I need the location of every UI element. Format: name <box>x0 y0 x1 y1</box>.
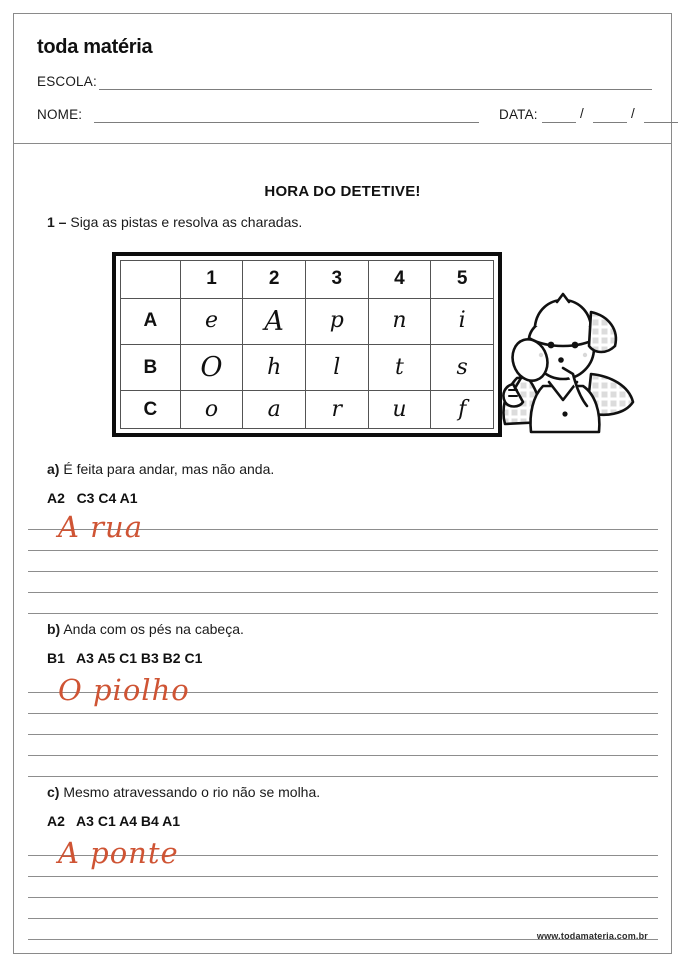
col-header-5: 5 <box>431 261 494 299</box>
cell-a1: e <box>180 298 243 344</box>
footer-url: www.todamateria.com.br <box>536 931 648 941</box>
cell-c3: r <box>305 391 368 429</box>
question-c-text: Mesmo atravessando o rio não se molha. <box>59 784 321 800</box>
header-separator <box>14 143 671 144</box>
cell-a5: i <box>431 298 494 344</box>
row-header-a: A <box>121 298 181 344</box>
question-a <box>47 461 647 506</box>
nome-label: NOME: <box>37 107 83 122</box>
detective-illustration <box>483 282 653 440</box>
answer-a: A rua <box>58 510 143 544</box>
page-title: HORA DO DETETIVE! <box>264 183 421 200</box>
data-day-blank[interactable] <box>542 122 576 123</box>
grid-corner-cell <box>121 261 181 299</box>
question-c-prompt <box>47 784 647 800</box>
cell-a4: n <box>368 298 431 344</box>
data-year-blank[interactable] <box>644 122 678 123</box>
col-header-3: 3 <box>305 261 368 299</box>
question-a-text: É feita para andar, mas não anda. <box>59 461 275 477</box>
data-label: DATA: <box>499 107 538 122</box>
cell-b5: s <box>431 344 494 390</box>
cell-b4: t <box>368 344 431 390</box>
escola-field[interactable] <box>37 74 652 92</box>
question-a-code: A2 C3 C4 A1 <box>47 490 138 506</box>
rule-line <box>28 572 658 593</box>
question-b-code: B1 A3 A5 C1 B3 B2 C1 <box>47 650 203 666</box>
data-slash-1: / <box>580 106 584 121</box>
escola-blank-line[interactable] <box>99 89 652 90</box>
cell-a3: p <box>305 298 368 344</box>
cell-c2: a <box>243 391 306 429</box>
code-grid-frame <box>112 252 502 437</box>
cell-c4: u <box>368 391 431 429</box>
instruction-number: 1 – <box>47 214 67 230</box>
data-slash-2: / <box>631 106 635 121</box>
question-b-prompt <box>47 621 647 637</box>
data-month-blank[interactable] <box>593 122 627 123</box>
escola-label: ESCOLA: <box>37 74 97 89</box>
question-b <box>47 621 647 666</box>
answer-b: O piolho <box>58 673 190 707</box>
question-a-prompt <box>47 461 647 477</box>
nome-field[interactable] <box>37 107 652 125</box>
rule-line <box>28 877 658 898</box>
table-row-header <box>121 261 494 299</box>
question-c-code: A2 A3 C1 A4 B4 A1 <box>47 813 181 829</box>
table-row <box>121 391 494 429</box>
cell-b2: h <box>243 344 306 390</box>
rule-line <box>28 735 658 756</box>
rule-line <box>28 593 658 614</box>
rule-line <box>28 551 658 572</box>
row-header-b: B <box>121 344 181 390</box>
cell-b1: O <box>180 344 243 390</box>
cell-a2: A <box>243 298 306 344</box>
question-c-letter: c) <box>47 784 60 800</box>
code-grid-table <box>120 260 494 429</box>
col-header-1: 1 <box>180 261 243 299</box>
cell-c5: f <box>431 391 494 429</box>
col-header-4: 4 <box>368 261 431 299</box>
question-b-letter: b) <box>47 621 61 637</box>
instruction-line <box>47 214 302 230</box>
instruction-text: Siga as pistas e resolva as charadas. <box>66 214 303 230</box>
question-a-letter: a) <box>47 461 60 477</box>
worksheet-header <box>14 14 671 143</box>
question-b-text: Anda com os pés na cabeça. <box>60 621 244 637</box>
row-header-c: C <box>121 391 181 429</box>
rule-line <box>28 898 658 919</box>
table-row <box>121 344 494 390</box>
rule-line <box>28 714 658 735</box>
brand-logo: toda matéria <box>37 36 153 58</box>
table-row <box>121 298 494 344</box>
question-c <box>47 784 647 829</box>
rule-line <box>28 756 658 777</box>
nome-blank-line[interactable] <box>94 122 479 123</box>
cell-c1: o <box>180 391 243 429</box>
cell-b3: l <box>305 344 368 390</box>
answer-c: A ponte <box>58 836 179 870</box>
col-header-2: 2 <box>243 261 306 299</box>
